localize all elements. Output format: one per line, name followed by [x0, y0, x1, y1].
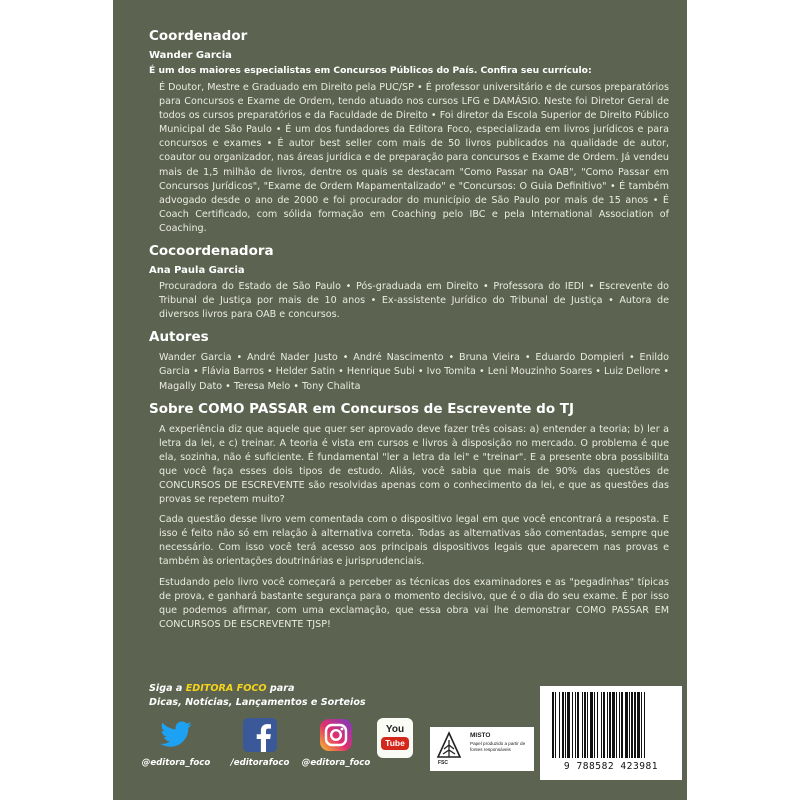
- twitter-bird-icon: [159, 718, 193, 752]
- sobre-heading: Sobre COMO PASSAR em Concursos de Escrevente do TJ: [149, 400, 575, 417]
- social-links: [141, 718, 469, 778]
- cocoordenadora-bio: Procuradora do Estado de São Paulo • Pós-graduada em Direito • Professora do IEDI • Escrevente do Tribunal de Justiça por mais de 10 anos • Ex-assistente Jurídico do Tribunal de Justiça • Autora de diversos livros para OAB e concursos.: [159, 281, 669, 321]
- facebook-handle: /editorafoco: [230, 758, 290, 768]
- follow-line2: Dicas, Notícias, Lançamentos e Sorteios: [149, 697, 366, 708]
- sobre-paragraph-2: Cada questão desse livro vem comentada com o dispositivo legal em que você encontrará a resposta. E isso é feito não só em relação à alternativa correta. Todas as alternativas são comentadas, sempre que necessário. Com isso você terá acesso aos principais dispositivos legais que aparecem nas provas e também às orientações doutrinárias e jurisprudenciais.: [159, 514, 669, 568]
- isbn-barcode: [540, 686, 682, 780]
- fsc-certification-logo: [430, 727, 534, 771]
- coordenador-bio: É Doutor, Mestre e Graduado em Direito pela PUC/SP • É professor universitário e de cursos preparatórios para Concursos e Exame de Ordem, tendo atuado nos cursos LFG e DAMÁSIO. Neste foi Diretor Geral de todos os cursos preparatórios e da Faculdade de Direito • Foi diretor da Escola Superior de Direito Público Municipal de São Paulo • É um dos fundadores da Editora Foco, especializada em livros jurídicos e para concursos e exames • É autor best seller com mais de 50 livros publicados na qualidade de autor, coautor ou organizador, nas áreas jurídica e de preparação para concursos e Exame de Ordem. Já vendeu mais de 1,5 milhão de livros, dentre os quais se destacam "Como Passar na OAB", "Como Passar em Concursos Jurídicos", "Exame de Ordem Mapamentalizado" e "Concursos: O Guia Definitivo" • É também advogado desde o ano de 2000 e foi procurador do município de São Paulo por mais de 15 anos • É Coach Certificado, com sólida formação em Coaching pelo IBC e pela International Association of Coaching.: [159, 82, 669, 234]
- fsc-text: Papel produzido a partir de fontes responsáveis: [470, 741, 526, 752]
- youtube-you-text: You: [385, 724, 405, 735]
- youtube-tube-text: Tube: [381, 737, 409, 750]
- follow-us-text: [149, 682, 409, 710]
- book-back-cover: [113, 0, 687, 800]
- cover-text-area: [149, 28, 669, 638]
- sobre-paragraph-3: Estudando pelo livro você começará a perceber as técnicas dos examinadores e as "pegadinhas" típicas de prova, e ganhará bastante segurança para o momento decisivo, que é o dia do seu exame. É por isso que podemos afirmar, com uma exclamação, que essa obra vai lhe demonstrar COMO PASSAR EM CONCURSOS DE ESCREVENTE TJSP!: [159, 576, 669, 630]
- coordenador-lead: É um dos maiores especialistas em Concursos Públicos do País. Confira seu currículo:: [149, 65, 592, 76]
- coordenador-heading: Coordenador: [149, 28, 248, 44]
- fsc-label: FSC: [438, 760, 448, 766]
- follow-prefix: Siga a: [149, 683, 186, 694]
- barcode-digits: 9 788582 423981: [563, 761, 659, 772]
- instagram-camera-icon: [319, 718, 353, 752]
- youtube-logo-icon[interactable]: [377, 718, 413, 758]
- social-facebook[interactable]: [225, 718, 295, 768]
- coordenador-name: Wander Garcia: [149, 50, 232, 61]
- social-instagram[interactable]: [301, 718, 371, 768]
- fsc-misto: MISTO: [470, 732, 491, 739]
- facebook-f-icon: [243, 718, 277, 752]
- instagram-handle: @editora_foco: [301, 758, 371, 768]
- cocoordenadora-name: Ana Paula Garcia: [149, 265, 245, 277]
- autores-list: Wander Garcia • André Nader Justo • André Nascimento • Bruna Vieira • Eduardo Dompieri • Enildo Garcia • Flávia Barros • Helder Satin • Henrique Subi • Ivo Tomita • Leni Mouzinho Soares • Luiz Dellore • Magally Dato • Teresa Melo • Tony Chalita: [159, 352, 669, 392]
- sobre-paragraph-1: A experiência diz que aquele que quer ser aprovado deve fazer três coisas: a) entender a teoria; b) ler a letra da lei, e c) treinar. A teoria é vista em cursos e livros à disposição no mercado. O problema é que ela, sozinha, não é suficiente. É fundamental "ler a letra da lei" e "treinar". E a presente obra possibilita que você faça esses dois tipos de estudo. Aliás, você sabia que mais de 90% das questões de CONCURSOS DE ESCREVENTE são resolvidas apenas com o conhecimento da lei, e que as questões das provas se repetem muito?: [159, 423, 669, 506]
- autores-heading: Autores: [149, 329, 209, 346]
- social-twitter[interactable]: [141, 718, 211, 768]
- twitter-handle: @editora_foco: [141, 758, 211, 768]
- follow-brand: EDITORA FOCO: [185, 683, 267, 694]
- cocoordenadora-heading: Cocoordenadora: [149, 243, 274, 260]
- follow-suffix: para: [266, 683, 295, 694]
- barcode-bars: [550, 692, 672, 760]
